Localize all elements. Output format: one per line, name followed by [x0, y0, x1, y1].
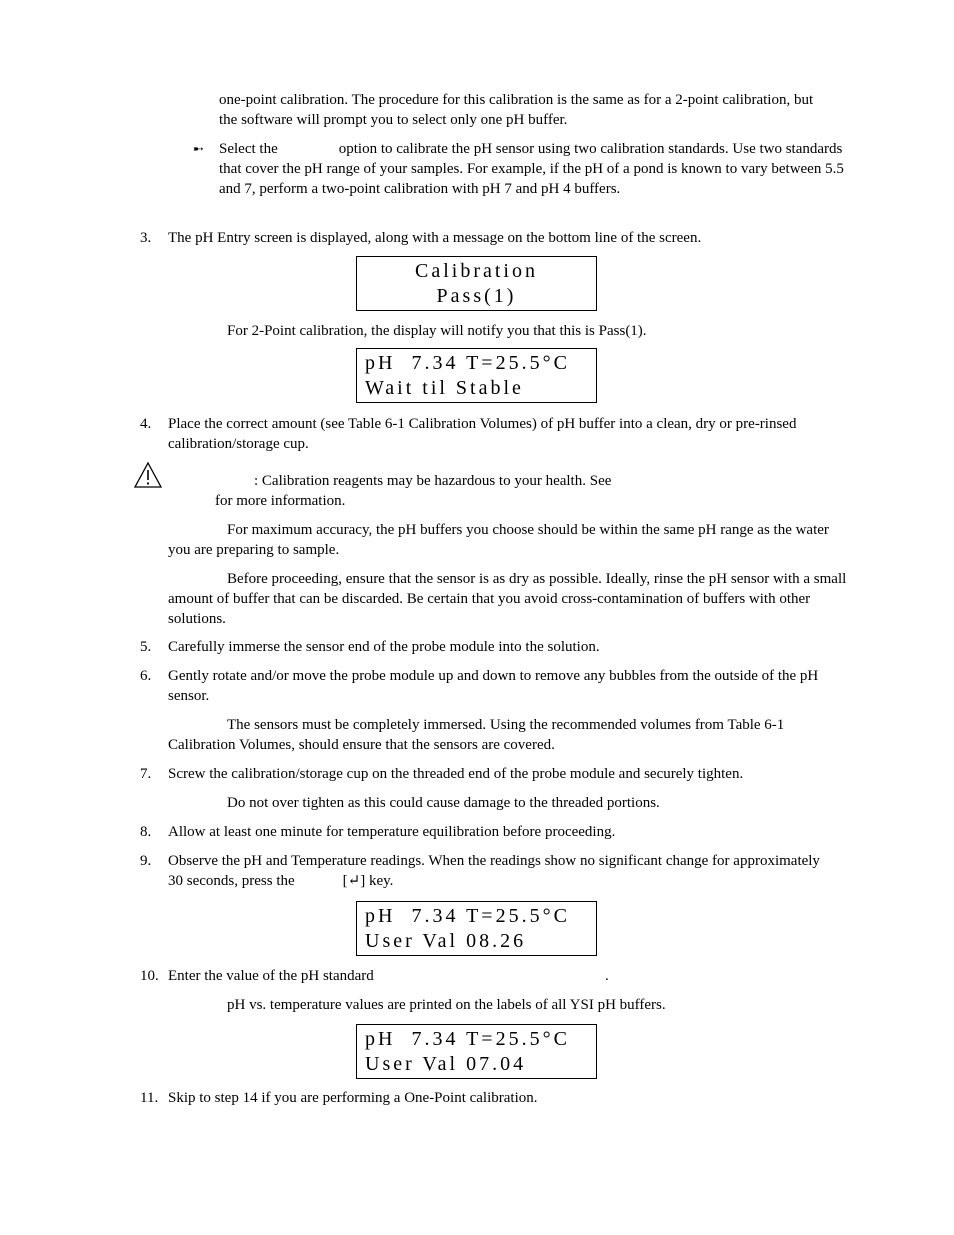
lcd-display-calibration-pass	[356, 256, 597, 311]
step-text: Observe the pH and Temperature readings. When the readings show no significant change for approximately 30 seconds, press the [↵] key.	[168, 853, 820, 889]
warning-triangle-icon	[133, 461, 163, 489]
step-text: Allow at least one minute for temperature equilibration before proceeding.	[168, 824, 616, 840]
dry-note: Before proceeding, ensure that the sensor is as dry as possible. Ideally, rinse the pH sensor with a small amount of buffer that can be discarded. Be certain that you avoid cross-contamination of buffers with other solutions.	[168, 571, 847, 627]
enter-key-icon: ↵	[347, 873, 361, 889]
lcd-line-2: Pass(1)	[436, 285, 517, 307]
lcd-line-1: pH 7.34 T=25.5°C	[365, 1028, 570, 1050]
accuracy-note: For maximum accuracy, the pH buffers you choose should be within the same pH range as the water you are preparing to sample.	[168, 522, 829, 558]
lcd-line-1: Calibration	[415, 260, 538, 282]
tighten-note: Do not over tighten as this could cause damage to the threaded portions.	[227, 795, 660, 811]
lcd-line-2: User Val 08.26	[365, 930, 527, 952]
step-number: 11.	[140, 1090, 159, 1106]
step-number: 8.	[140, 824, 152, 840]
step-number: 6.	[140, 668, 152, 684]
bullet-text-rest: option to calibrate the pH sensor using two calibration standards. Use two standards that cover the pH range of your samples. For example, if the pH of a pond is known to vary between 5.5 and 7, perform a two-point calibration with pH 7 and pH 4 buffers.	[219, 141, 844, 197]
step-text: Screw the calibration/storage cup on the threaded end of the probe module and securely tighten.	[168, 766, 744, 782]
lcd-line-2: User Val 07.04	[365, 1053, 527, 1075]
step-number: 3.	[140, 230, 152, 246]
step-text: Enter the value of the pH standard	[168, 968, 374, 984]
intro-paragraph: one-point calibration. The procedure for this calibration is the same as for a 2-point calibration, but the software will prompt you to select only one pH buffer.	[219, 92, 814, 128]
step-text-period: .	[605, 968, 609, 984]
lcd-line-1: pH 7.34 T=25.5°C	[365, 905, 570, 927]
lcd-display-user-value-entered	[356, 1024, 597, 1079]
step-number: 7.	[140, 766, 152, 782]
pass-note: For 2-Point calibration, the display will notify you that this is Pass(1).	[227, 323, 647, 339]
bullet-arrow-icon: ➸	[193, 141, 204, 156]
lcd-display-wait-stable	[356, 348, 597, 403]
step-text: Gently rotate and/or move the probe module up and down to remove any bubbles from the outside of the pH sensor.	[168, 668, 819, 704]
step-number: 5.	[140, 639, 152, 655]
bullet-paragraph	[219, 139, 849, 199]
step-text: The pH Entry screen is displayed, along with a message on the bottom line of the screen.	[168, 230, 702, 246]
step-number: 10.	[140, 968, 159, 984]
warning-text: : Calibration reagents may be hazardous to your health. See	[254, 473, 612, 489]
step-text: Skip to step 14 if you are performing a One-Point calibration.	[168, 1090, 538, 1106]
lcd-line-1: pH 7.34 T=25.5°C	[365, 352, 570, 374]
immersed-note: The sensors must be completely immersed. Using the recommended volumes from Table 6-1 Calibration Volumes, should ensure that the sensors are covered.	[168, 717, 785, 753]
step-text: Carefully immerse the sensor end of the probe module into the solution.	[168, 639, 600, 655]
warning-text-continued: for more information.	[215, 493, 346, 509]
labels-note: pH vs. temperature values are printed on the labels of all YSI pH buffers.	[227, 997, 666, 1013]
step-number: 9.	[140, 853, 152, 869]
lcd-line-2: Wait til Stable	[365, 377, 524, 399]
step-number: 4.	[140, 416, 152, 432]
lcd-display-user-value	[356, 901, 597, 956]
step-text: Place the correct amount (see Table 6-1 Calibration Volumes) of pH buffer into a clean, dry or pre-rinsed calibration/storage cup.	[168, 416, 797, 452]
bullet-text-start: Select the	[219, 141, 278, 157]
